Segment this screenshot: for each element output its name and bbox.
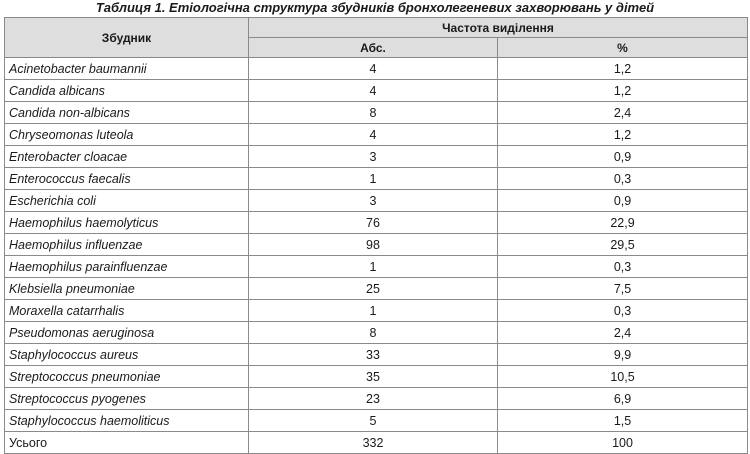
- percent-value: 1,5: [498, 410, 748, 432]
- abs-count: 3: [249, 190, 498, 212]
- percent-value: 7,5: [498, 278, 748, 300]
- table-row: [5, 146, 748, 168]
- percent-value: 29,5: [498, 234, 748, 256]
- percent-value: 0,9: [498, 190, 748, 212]
- pathogen-name: Streptococcus pyogenes: [5, 388, 249, 410]
- pathogen-name: Enterococcus faecalis: [5, 168, 249, 190]
- abs-count: 3: [249, 146, 498, 168]
- abs-count: 4: [249, 124, 498, 146]
- table-row: [5, 300, 748, 322]
- abs-count: 4: [249, 58, 498, 80]
- abs-count: 25: [249, 278, 498, 300]
- percent-value: 2,4: [498, 322, 748, 344]
- table-row: [5, 322, 748, 344]
- pathogen-name: Chryseomonas luteola: [5, 124, 249, 146]
- total-percent: 100: [498, 432, 748, 454]
- percent-value: 1,2: [498, 80, 748, 102]
- abs-count: 8: [249, 102, 498, 124]
- table-row: [5, 410, 748, 432]
- percent-value: 0,9: [498, 146, 748, 168]
- etiology-table: [4, 17, 748, 454]
- pathogen-name: Streptococcus pneumoniae: [5, 366, 249, 388]
- header-frequency: Частота виділення: [249, 18, 748, 38]
- abs-count: 4: [249, 80, 498, 102]
- table-row: [5, 388, 748, 410]
- table-row: [5, 168, 748, 190]
- header-pathogen: Збудник: [5, 18, 249, 58]
- table-body: [5, 58, 748, 454]
- pathogen-name: Acinetobacter baumannii: [5, 58, 249, 80]
- percent-value: 0,3: [498, 256, 748, 278]
- abs-count: 8: [249, 322, 498, 344]
- table-row: [5, 344, 748, 366]
- pathogen-name: Haemophilus parainfluenzae: [5, 256, 249, 278]
- header-row-top: [5, 18, 748, 38]
- abs-count: 35: [249, 366, 498, 388]
- table-row: [5, 102, 748, 124]
- header-abs: Абс.: [249, 38, 498, 58]
- pathogen-name: Staphylococcus aureus: [5, 344, 249, 366]
- table-row-total: [5, 432, 748, 454]
- table-row: [5, 278, 748, 300]
- abs-count: 23: [249, 388, 498, 410]
- table-row: [5, 234, 748, 256]
- total-abs: 332: [249, 432, 498, 454]
- total-label: Усього: [5, 432, 249, 454]
- pathogen-name: Haemophilus haemolyticus: [5, 212, 249, 234]
- table-header: [5, 18, 748, 58]
- pathogen-name: Pseudomonas aeruginosa: [5, 322, 249, 344]
- percent-value: 0,3: [498, 168, 748, 190]
- pathogen-name: Candida non-albicans: [5, 102, 249, 124]
- percent-value: 0,3: [498, 300, 748, 322]
- table-caption: Таблиця 1. Етіологічна структура збудників бронхолегеневих захворювань у дітей: [95, 0, 655, 15]
- table-row: [5, 212, 748, 234]
- percent-value: 1,2: [498, 58, 748, 80]
- table-row: [5, 124, 748, 146]
- abs-count: 33: [249, 344, 498, 366]
- table-row: [5, 366, 748, 388]
- abs-count: 1: [249, 168, 498, 190]
- abs-count: 1: [249, 300, 498, 322]
- table-row: [5, 256, 748, 278]
- abs-count: 1: [249, 256, 498, 278]
- abs-count: 98: [249, 234, 498, 256]
- pathogen-name: Klebsiella pneumoniae: [5, 278, 249, 300]
- pathogen-name: Escherichia coli: [5, 190, 249, 212]
- table-row: [5, 58, 748, 80]
- pathogen-name: Candida albicans: [5, 80, 249, 102]
- abs-count: 76: [249, 212, 498, 234]
- pathogen-name: Enterobacter cloacae: [5, 146, 249, 168]
- pathogen-name: Moraxella catarrhalis: [5, 300, 249, 322]
- table-row: [5, 80, 748, 102]
- table-row: [5, 190, 748, 212]
- percent-value: 22,9: [498, 212, 748, 234]
- pathogen-name: Haemophilus influenzae: [5, 234, 249, 256]
- percent-value: 1,2: [498, 124, 748, 146]
- header-percent: %: [498, 38, 748, 58]
- percent-value: 2,4: [498, 102, 748, 124]
- percent-value: 9,9: [498, 344, 748, 366]
- pathogen-name: Staphylococcus haemoliticus: [5, 410, 249, 432]
- abs-count: 5: [249, 410, 498, 432]
- percent-value: 6,9: [498, 388, 748, 410]
- percent-value: 10,5: [498, 366, 748, 388]
